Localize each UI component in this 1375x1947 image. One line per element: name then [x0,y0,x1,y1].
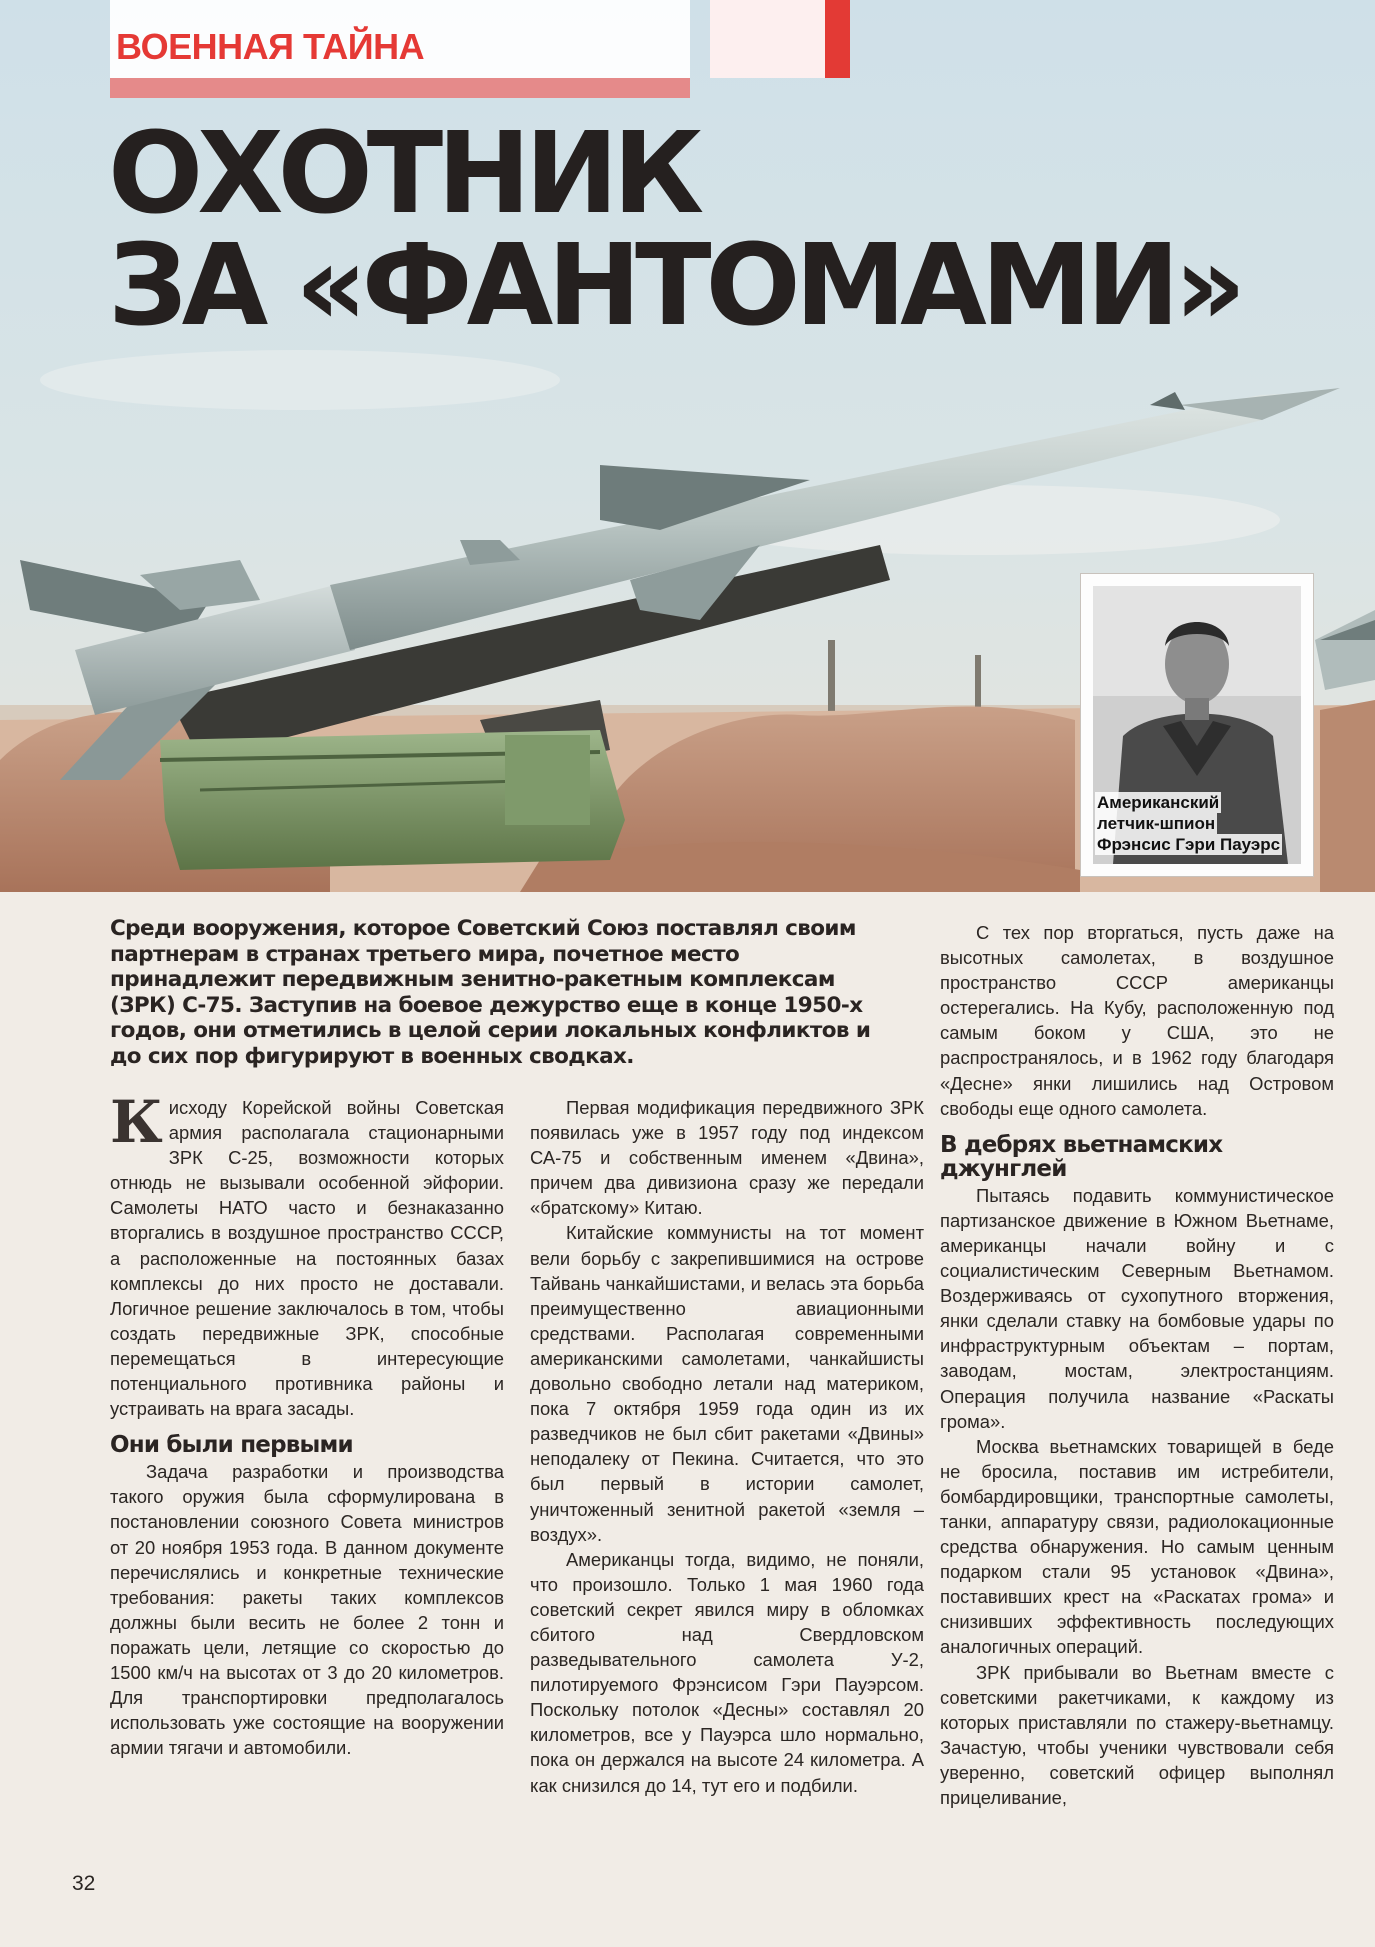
subheading-first: Они были первыми [110,1432,353,1459]
lead-paragraph: Среди вооружения, которое Советский Союз поставлял своим партнерам в странах третьего мира, почетное место принадлежит передвижным зенитно-ракетным комплексам (ЗРК) С-75. Заступив на боевое дежурство еще в конце 1950-х годов, они отметились в целой серии локальных конфликтов и до сих пор фигурируют в военных сводках. [110,916,871,1069]
inset-portrait [1081,574,1313,876]
drop-cap: К [110,1088,163,1156]
subheading-vietnam: В дебрях вьетнамских джунглей [940,1131,1223,1182]
portrait-caption-line-2: летчик-шпион [1097,814,1216,833]
portrait-caption-line-1: Американский [1097,793,1220,812]
article-column-1 [110,1088,504,1760]
column-2-paragraph-1: Первая модификация передвижного ЗРК появилась уже в 1957 году под индексом СА-75 и собственным именем «Двина», причем два дивизиона сразу же передали «братскому» Китаю. [530,1097,924,1219]
column-3-paragraph-4: ЗРК прибывали во Вьетнам вместе с советскими ракетчиками, к каждому из которых приставляли по стажеру-вьетнамцу. Зачастую, чтобы ученики чувствовали себя уверенно, советский офицер выполнял прицеливание, [940,1661,1334,1808]
headline [108,109,1241,351]
portrait-caption-line-3: Фрэнсис Гэри Пауэрс [1097,835,1281,854]
page-number: 32 [72,1872,96,1895]
rubric-accent-bar [710,0,850,78]
column-3-paragraph-3: Москва вьетнамских товарищей в беде не бросила, поставив им истребители, бомбардировщики, транспортные самолеты, танки, аппаратуру связи, радиолокационные средства обнаружения. Но самым ценным подарком стали 95 установок «Двина», поставивших крест на «Раскатах грома» и снизивших эффективность последующих аналогичных операций. [940,1435,1334,1658]
rubric-underline [110,78,690,98]
portrait-caption [1095,792,1305,855]
column-3-paragraph-2: Пытаясь подавить коммунистическое партизанское движение в Южном Вьетнаме, американцы начали войну и с социалистическим Северным Вьетнамом. Воздерживаясь от сухопутного вторжения, янки сделали ставку на бомбовые удары по инфраструктурным объектам – портам, заводам, мостам, электростанциям. Операция получила название «Раскаты грома». [940,1184,1334,1432]
headline-line-2: ЗА «ФАНТОМАМИ» [108,221,1241,351]
column-1-paragraph-2: Задача разработки и производства такого оружия была сформулирована в постановлении союзного Совета министров от 20 ноября 1953 года. В данном документе перечислялись и конкретные технические требования: ракеты таких комплексов должны были весить не более 2 тонн и поражать цели, летящие со скоростью до 1500 км/ч на высотах от 3 до 20 километров. Для транспортировки предполагалось использовать уже состоящие на вооружении армии тягачи и автомобили. [110,1461,504,1759]
headline-line-1: ОХОТНИК [108,109,699,239]
article-column-2 [530,1095,924,1798]
column-1-paragraph-1-text: исходу Корейской войны Советская армия располагала стационарными ЗРК С-25, возможности которых отнюдь не вызывали особенной эйфории. Самолеты НАТО часто и безнаказанно вторгались в воздушное пространство СССР, а расположенные на постоянных базах комплексы до них просто не доставали. Логичное решение заключалось в том, чтобы создать передвижные ЗРК, способные перемещаться в интересующие потенциального противника районы и устраивать на врага засады. [110,1097,504,1420]
rubric-bar-gap [710,0,825,78]
article-column-3 [940,920,1334,1810]
hero-photo [0,0,1375,892]
column-3-paragraph-1: С тех пор вторгаться, пусть даже на высотных самолетах, в воздушное пространство СССР американцы остерегались. На Кубу, расположенную под самым боком у США, это не распространялось, и в 1962 году благодаря «Десне» янки лишились над Островом свободы еще одного самолета. [940,922,1334,1119]
rubric-label: ВОЕННАЯ ТАЙНА [116,26,425,67]
column-1-paragraph-1 [110,1088,504,1421]
column-2-paragraph-3: Американцы тогда, видимо, не поняли, что произошло. Только 1 мая 1960 года советский секрет явился миру в обломках сбитого над Свердловском разведывательного самолета У-2, пилотируемого Фрэнсисом Гэри Пауэрсом. Поскольку потолок «Десны» составлял 20 километров, все у Пауэрса шло нормально, пока он держался на высоте 24 километра. А как снизился до 14, тут его и подбили. [530,1548,924,1796]
column-2-paragraph-2: Китайские коммунисты на тот момент вели борьбу с закрепившимися на острове Тайвань чанкайшистами, и велась эта борьба преимущественно авиационными средствами. Располагая современными американскими самолетами, чанкайшисты довольно свободно летали над материком, пока 7 октября 1959 года один из их разведчиков не был сбит ракетами «Двины» неподалеку от Пекина. Считается, что это был первый в истории самолет, уничтоженный зенитной ракетой «земля – воздух». [530,1222,924,1545]
